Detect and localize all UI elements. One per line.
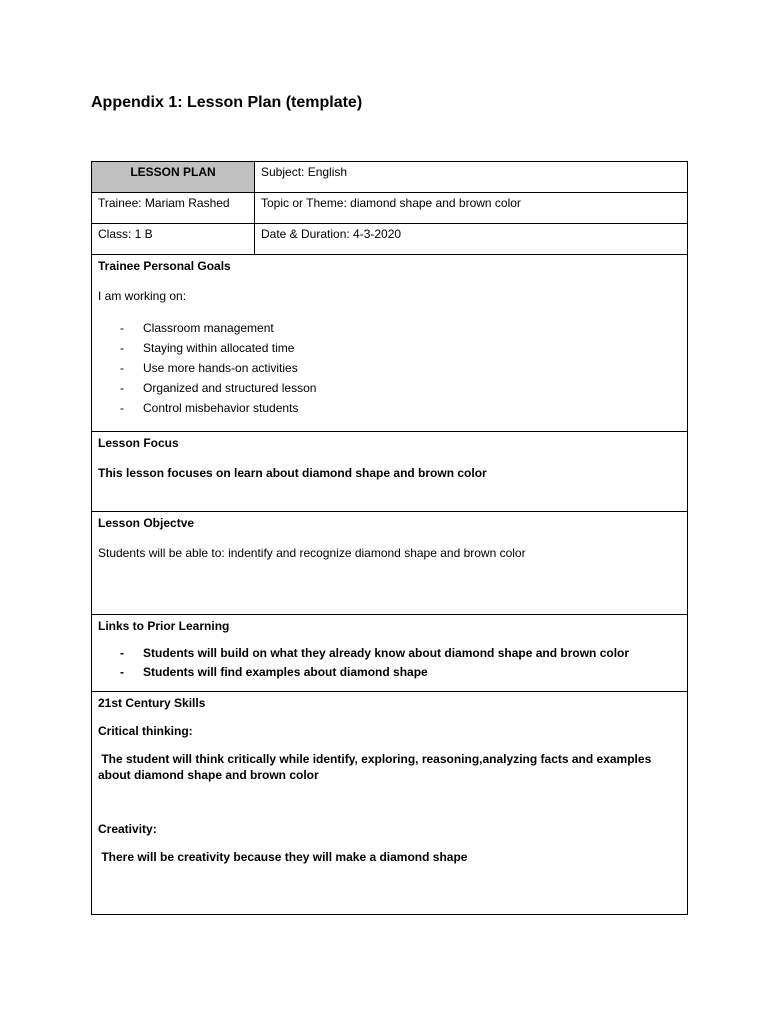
section-title: Trainee Personal Goals — [98, 259, 231, 273]
table-row — [92, 224, 687, 255]
focus-text: This lesson focuses on learn about diamond shape and brown color — [98, 466, 487, 480]
personal-goals-section — [92, 255, 687, 432]
list-item: - Students will build on what they already know about diamond shape and brown color — [98, 644, 629, 663]
section-title: 21st Century Skills — [98, 696, 206, 710]
goals-intro: I am working on: — [98, 289, 187, 303]
critical-thinking-text-line1: The student will think critically while identify, exploring, reasoning,analyzing facts and examples — [98, 752, 652, 766]
lesson-plan-header-cell: LESSON PLAN — [92, 162, 255, 192]
section-title: Lesson Focus — [98, 436, 179, 450]
objective-text: Students will be able to: indentify and recognize diamond shape and brown color — [98, 546, 526, 560]
goals-list — [98, 318, 316, 418]
topic-cell: Topic or Theme: diamond shape and brown color — [261, 196, 521, 210]
page-title: Appendix 1: Lesson Plan (template) — [91, 94, 363, 111]
lesson-plan-table — [91, 161, 688, 915]
critical-thinking-title: Critical thinking: — [98, 724, 193, 738]
prior-learning-section — [92, 615, 687, 692]
section-title: Links to Prior Learning — [98, 619, 230, 633]
table-row — [92, 193, 687, 224]
section-title: Lesson Objectve — [98, 516, 195, 530]
lesson-focus-section — [92, 432, 687, 512]
prior-learning-list — [98, 644, 629, 682]
table-row — [92, 162, 687, 193]
subject-cell: Subject: English — [261, 165, 348, 179]
critical-thinking-text-line2: about diamond shape and brown color — [98, 768, 319, 782]
lesson-objective-section — [92, 512, 687, 615]
list-item: - Staying within allocated time — [98, 338, 316, 358]
list-item: - Control misbehavior students — [98, 398, 316, 418]
trainee-cell: Trainee: Mariam Rashed — [92, 193, 255, 223]
creativity-text: There will be creativity because they will make a diamond shape — [98, 850, 468, 864]
list-item: - Use more hands-on activities — [98, 358, 316, 378]
list-item: - Classroom management — [98, 318, 316, 338]
century-skills-section — [92, 692, 687, 914]
list-item: - Students will find examples about diamond shape — [98, 663, 629, 682]
creativity-title: Creativity: — [98, 822, 157, 836]
class-cell: Class: 1 B — [92, 224, 255, 254]
date-duration-cell: Date & Duration: 4-3-2020 — [261, 227, 402, 241]
list-item: - Organized and structured lesson — [98, 378, 316, 398]
